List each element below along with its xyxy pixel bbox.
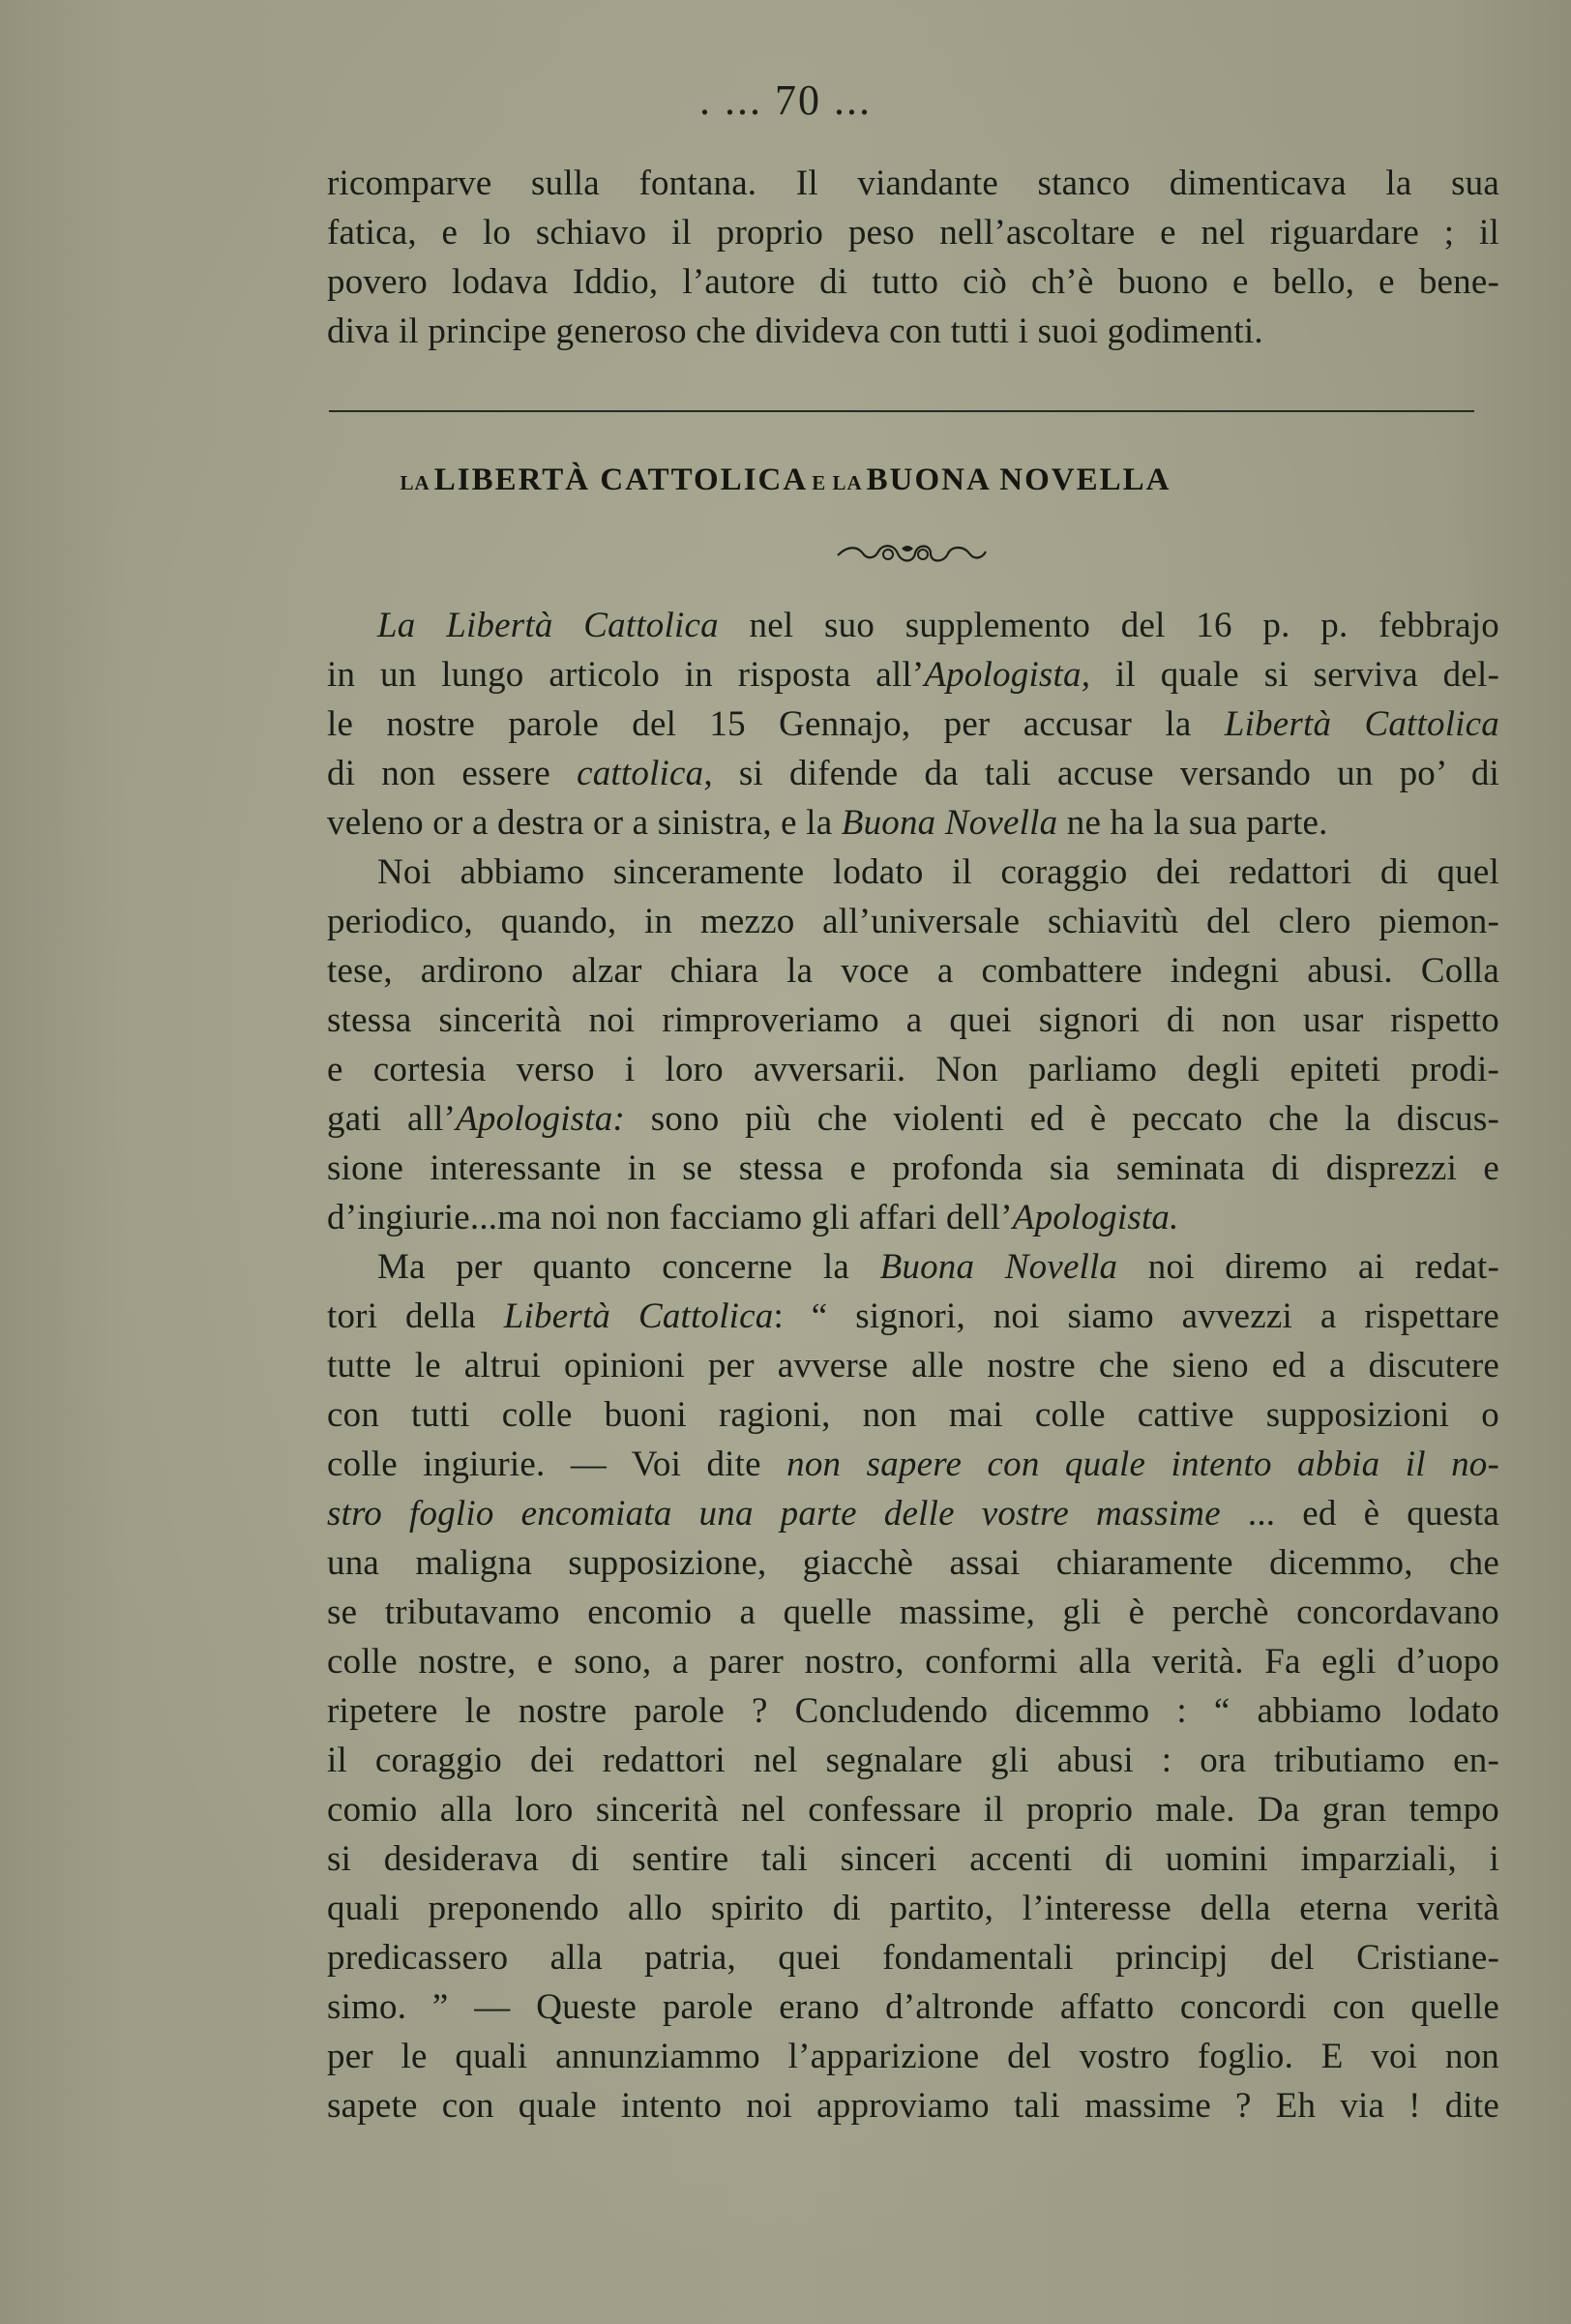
text-line: tutte le altrui opinioni per avverse alle nostre che sieno ed a discutere	[327, 1346, 1499, 1385]
text-line: comio alla loro sincerità nel confessare il proprio male. Da gran tempo	[327, 1790, 1499, 1830]
text-line: il coraggio dei redattori nel segnalare gli abusi : ora tributiamo en-	[327, 1741, 1499, 1780]
italic-text: cattolica,	[577, 754, 713, 793]
italic-text: Buona Novella	[879, 1247, 1118, 1287]
title-article: LA	[400, 471, 430, 494]
text-run: ... ed è questa	[1220, 1494, 1499, 1534]
italic-text: Libertà Cattolica	[503, 1296, 774, 1336]
text-line	[327, 601, 1499, 650]
italic-text: Apologista.	[1012, 1198, 1179, 1237]
text-line: e cortesia verso i loro avversarii. Non parliamo degli epiteti prodi-	[327, 1050, 1499, 1089]
text-run: d’ingiurie...ma noi non facciamo gli affari dell’	[327, 1198, 1013, 1237]
text-line: tese, ardirono alzar chiara la voce a combattere indegni abusi. Colla	[327, 951, 1499, 991]
italic-text: stro foglio encomiata una parte delle vostre massime	[327, 1494, 1221, 1534]
text-line: periodico, quando, in mezzo all’universale schiavitù del clero piemon-	[327, 902, 1499, 941]
text-line	[327, 1094, 1499, 1144]
italic-text: Libertà Cattolica	[1224, 704, 1499, 744]
text-line: predicassero alla patria, quei fondamentali principj del Cristiane-	[327, 1938, 1499, 1978]
text-line: con tutti colle buoni ragioni, non mai colle cattive supposizioni o	[327, 1395, 1499, 1435]
italic-text: non sapere con quale intento abbia il no-	[786, 1445, 1499, 1484]
text-run: tori della	[327, 1296, 504, 1336]
text-line	[327, 650, 1499, 700]
text-run: gati all’	[327, 1099, 457, 1139]
text-line: una maligna supposizione, giacchè assai chiaramente dicemmo, che	[327, 1543, 1499, 1583]
article-title	[0, 462, 1571, 498]
text-run: nel suo supplemento del 16 p. p. febbrajo	[718, 606, 1499, 645]
italic-text: Buona Novella	[841, 803, 1058, 843]
title-liberta-cattolica: LIBERTÀ CATTOLICA	[433, 462, 809, 497]
title-conjunction: E LA	[812, 471, 863, 494]
text-line	[327, 700, 1499, 749]
text-line	[327, 749, 1499, 798]
text-line: sapete con quale intento noi approviamo tali massime ? Eh via ! dite	[327, 2086, 1499, 2126]
text-line: colle nostre, e sono, a parer nostro, conformi alla verità. Fa egli d’uopo	[327, 1642, 1499, 1682]
text-line: povero lodava Iddio, l’autore di tutto ciò ch’è buono e bello, e bene-	[327, 262, 1499, 302]
intro-paragraph	[327, 159, 1499, 356]
section-divider	[329, 410, 1474, 412]
text-line	[327, 1440, 1499, 1489]
text-run: veleno or a destra or a sinistra, e la	[327, 803, 842, 843]
text-run: le nostre parole del 15 Gennajo, per accusar la	[327, 704, 1225, 744]
article-body	[327, 601, 1499, 2130]
text-line: se tributavamo encomio a quelle massime, gli è perchè concordavano	[327, 1593, 1499, 1632]
italic-text: Apologista:	[456, 1099, 625, 1139]
text-line	[327, 1242, 1499, 1292]
text-line: Noi abbiamo sinceramente lodato il coraggio dei redattori di quel	[377, 852, 1499, 892]
text-run: : “ signori, noi siamo avvezzi a rispettare	[773, 1296, 1499, 1336]
text-run: si difende da tali accuse versando un po’ di	[712, 754, 1499, 793]
text-line	[327, 1193, 1499, 1242]
text-line: si desiderava di sentire tali sinceri accenti di uomini imparziali, i	[327, 1839, 1499, 1879]
text-run: in un lungo articolo in risposta all’	[327, 655, 925, 695]
text-line: diva il principe generoso che divideva con tutti i suoi godimenti.	[327, 312, 1263, 351]
text-run: colle ingiurie. — Voi dite	[327, 1445, 787, 1484]
text-line: sione interessante in se stessa e profonda sia seminata di disprezzi e	[327, 1148, 1499, 1188]
italic-text: La Libertà Cattolica	[377, 606, 719, 645]
text-line	[327, 1489, 1499, 1538]
text-line: fatica, e lo schiavo il proprio peso nell’ascoltare e nel riguardare ; il	[327, 213, 1499, 253]
text-line: per le quali annunziammo l’apparizione del vostro foglio. E voi non	[327, 2037, 1499, 2076]
text-run: sono più che violenti ed è peccato che la discus-	[625, 1099, 1500, 1139]
text-line	[327, 798, 1499, 848]
text-line: ricomparve sulla fontana. Il viandante stanco dimenticava la sua	[327, 164, 1499, 203]
text-line: quali preponendo allo spirito di partito, l’interesse della eterna verità	[327, 1889, 1499, 1928]
text-run: ne ha la sua parte.	[1057, 803, 1328, 843]
text-run: noi diremo ai redat-	[1117, 1247, 1499, 1287]
text-run: di non essere	[327, 754, 578, 793]
title-buona-novella: BUONA NOVELLA	[866, 462, 1171, 497]
text-line: simo. ” — Queste parole erano d’altronde affatto concordi con quelle	[327, 1987, 1499, 2027]
page-number: . ... 70 ...	[699, 76, 872, 124]
text-line: stessa sincerità noi rimproveriamo a quei signori di non usar rispetto	[327, 1000, 1499, 1040]
text-run: Ma per quanto concerne la	[377, 1247, 880, 1287]
text-line	[327, 1292, 1499, 1341]
decorative-flourish-icon	[834, 540, 989, 569]
text-run: il quale si serviva del-	[1090, 655, 1499, 695]
italic-text: Apologista,	[924, 655, 1091, 695]
text-line: ripetere le nostre parole ? Concludendo dicemmo : “ abbiamo lodato	[327, 1691, 1499, 1731]
